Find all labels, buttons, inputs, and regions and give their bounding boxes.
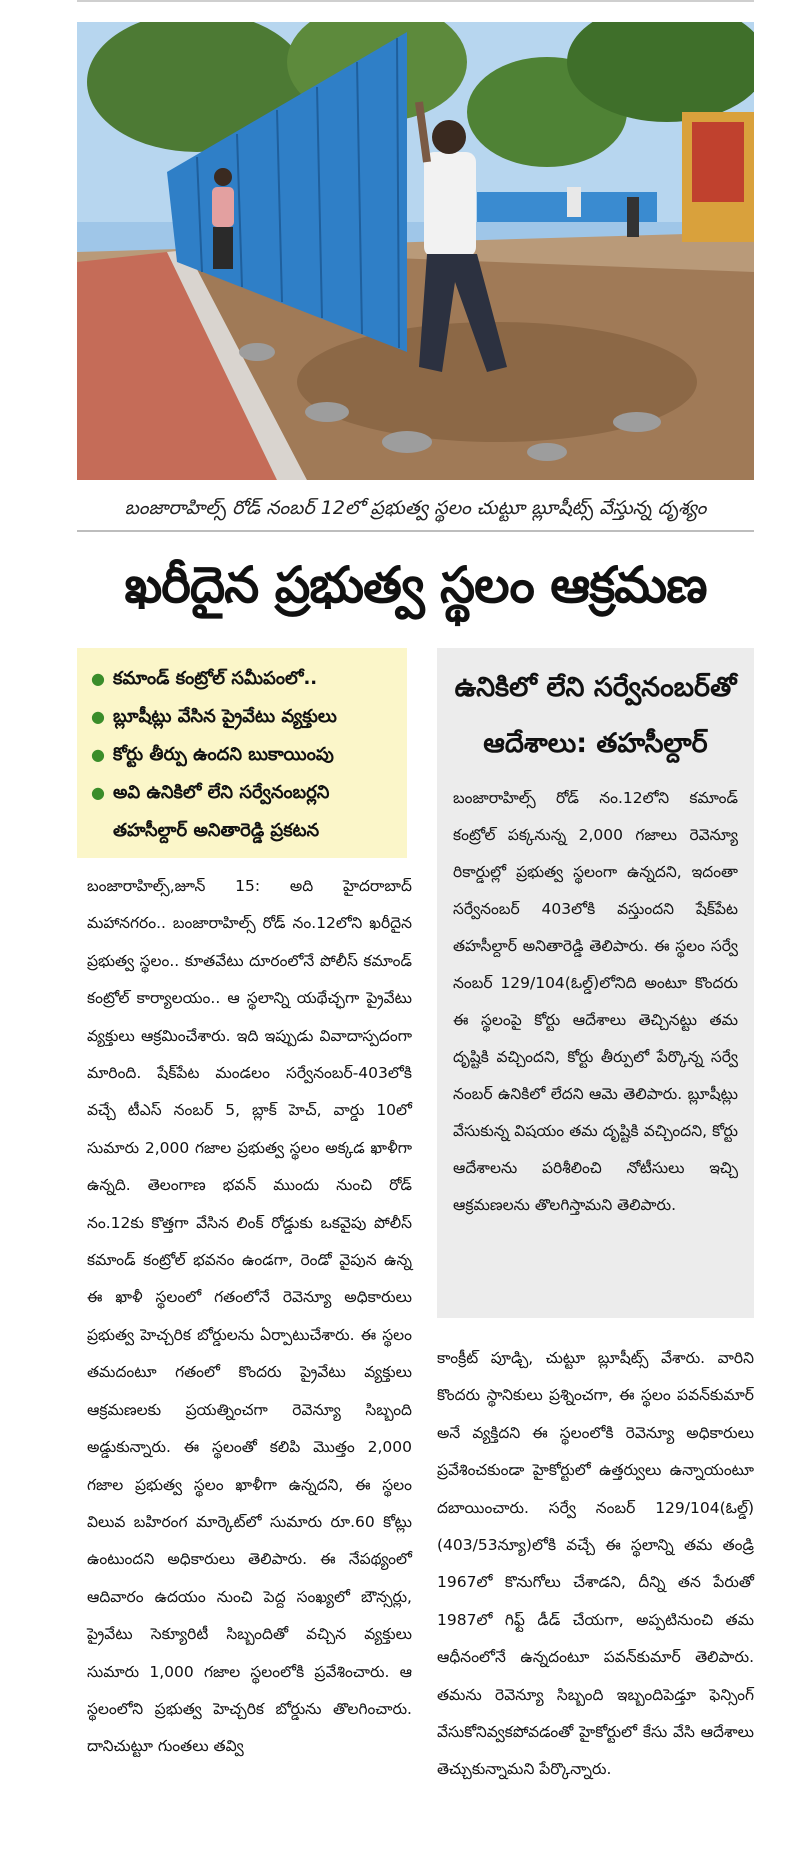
bullet-icon: ●	[91, 707, 105, 726]
top-rule	[77, 0, 754, 2]
sidebar-box	[437, 648, 754, 1318]
bullet-icon: ●	[91, 669, 105, 688]
highlight-text: కోర్టు తీర్పు ఉందని బుకాయింపు	[113, 744, 334, 765]
highlights-box	[77, 648, 407, 858]
article-text-left: బంజారాహిల్స్,జూన్ 15: అది హైదరాబాద్ మహానగరం.. బంజారాహిల్స్ రోడ్ నం.12లోని ఖరీదైన ప్రభుత్వ స్థలం.. కూతవేటు దూరంలోనే పోలీస్ కమాండ్ కంట్రోల్ కార్యాలయం.. ఆ స్థలాన్ని యథేచ్ఛగా ప్రైవేటు వ్యక్తులు ఆక్రమించేశారు. ఇది ఇప్పుడు వివాదాస్పదంగా మారింది. షేక్‌పేట మండలం సర్వేనంబర్-403లోకి వచ్చే టీఎస్ నంబర్ 5, బ్లాక్ హెచ్, వార్డు 10లో సుమారు 2,000 గజాల ప్రభుత్వ స్థలం అక్కడ ఖాళీగా ఉన్నది. తెలంగాణ భవన్ ముందు నుంచి రోడ్ నం.12కు కొత్తగా వేసిన లింక్ రోడ్డుకు ఒకవైపు పోలీస్ కమాండ్ కంట్రోల్ భవనం ఉండగా, రెండో వైపున ఉన్న ఈ ఖాళీ స్థలంలో గతంలోనే రెవెన్యూ అధికారులు ప్రభుత్వ హెచ్చరిక బోర్డులను ఏర్పాటుచేశారు. ఈ స్థలం తమదంటూ గతంలో కొందరు ప్రైవేటు వ్యక్తులు ఆక్రమణలకు ప్రయత్నించగా రెవెన్యూ సిబ్బంది అడ్డుకున్నారు. ఈ స్థలంతో కలిపి మొత్తం 2,000 గజాల ప్రభుత్వ స్థలం ఖాళీగా ఉన్నదని, ఈ స్థలం విలువ బహిరంగ మార్కెట్‌లో సుమారు రూ.60 కోట్లు ఉంటుందని అధికారులు తెలిపారు. ఈ నేపథ్యంలో ఆదివారం ఉదయం నుంచి పెద్ద సంఖ్యలో బౌన్సర్లు, ప్రైవేటు సెక్యూరిటీ సిబ్బందితో వచ్చిన వ్యక్తులు సుమారు 1,000 గజాల స్థలంలోకి ప్రవేశించారు. ఆ స్థలంలోని ప్రభుత్వ హెచ్చరిక బోర్డును తొలగించారు. దానిచుట్టూ గుంతలు తవ్వి	[87, 877, 412, 1756]
photo-caption: బంజారాహిల్స్ రోడ్ నంబర్ 12లో ప్రభుత్వ స్థలం చుట్టూ బ్లూషీట్స్ వేస్తున్న దృశ్యం	[124, 497, 707, 519]
sidebar-body: బంజారాహిల్స్ రోడ్ నం.12లోని కమాండ్ కంట్రోల్ పక్కనున్న 2,000 గజాలు రెవెన్యూ రికార్డుల్లో ప్రభుత్వ స్థలంగా ఉన్నదని, ఇదంతా సర్వేనంబర్ 403లోకి వస్తుందని షేక్‌పేట తహసీల్దార్ అనితారెడ్డి తెలిపారు. ఈ స్థలం సర్వే నంబర్ 129/104(ఓల్డ్)లోనిది అంటూ కొందరు ఈ స్థలంపై కోర్టు ఆదేశాలు తెచ్చినట్టు తమ దృష్టికి వచ్చిందని, కోర్టు తీర్పులో పేర్కొన్న సర్వే నంబర్ ఉనికిలో లేదని ఆమె తెలిపారు. బ్లూషీట్లు వేసుకున్న విషయం తమ దృష్టికి వచ్చిందని, కోర్టు ఆదేశాలను పరిశీలించి నోటీసులు ఇచ్చి ఆక్రమణలను తొలగిస్తామని తెలిపారు.	[453, 789, 738, 1214]
bullet-icon: ●	[91, 745, 105, 764]
highlight-text: అవి ఉనికిలో లేని సర్వేనంబర్లని	[113, 782, 330, 803]
highlight-text: బ్లూషీట్లు వేసిన ప్రైవేటు వ్యక్తులు	[113, 706, 337, 727]
news-photo	[77, 22, 754, 480]
caption-rule	[77, 530, 754, 532]
article-column-right	[437, 1340, 754, 1789]
highlight-continuation: తహసీల్దార్ అనితారెడ్డి ప్రకటన	[113, 820, 320, 841]
highlight-text: కమాండ్ కంట్రోల్ సమీపంలో..	[113, 668, 318, 689]
sidebar-heading: ఉనికిలో లేని సర్వేనంబర్‌తో ఆదేశాలు: తహసీల్దార్	[454, 672, 737, 759]
bullet-icon: ●	[91, 783, 105, 802]
photo-illustration	[77, 22, 754, 480]
highlight-item	[91, 736, 397, 774]
article-column-left	[87, 868, 412, 1766]
highlight-item	[91, 774, 397, 812]
highlight-item	[91, 698, 397, 736]
highlight-item	[91, 660, 397, 698]
headline: ఖరీదైన ప్రభుత్వ స్థలం ఆక్రమణ	[124, 556, 707, 614]
article-text-right: కాంక్రీట్ పూడ్చి, చుట్టూ బ్లూషీట్స్ వేశారు. వారిని కొందరు స్థానికులు ప్రశ్నించగా, ఈ స్థలం పవన్‌కుమార్ అనే వ్యక్తిదని ఈ స్థలంలోకి రెవెన్యూ అధికారులు ప్రవేశించకుండా హైకోర్టులో ఉత్తర్వులు ఉన్నాయంటూ దబాయించారు. సర్వే నంబర్ 129/104(ఓల్డ్)(403/53న్యూ)లోకి వచ్చే ఈ స్థలాన్ని తమ తండ్రి 1967లో కొనుగోలు చేశాడని, దీన్ని తన పేరుతో 1987లో గిఫ్ట్ డీడ్ చేయగా, అప్పటినుంచి తమ ఆధీనంలోనే ఉన్నదంటూ పవన్‌కుమార్ తెలిపారు. తమను రెవెన్యూ సిబ్బంది ఇబ్బందిపెడ్తూ ఫెన్సింగ్ వేసుకోనివ్వకపోవడంతో హైకోర్టులో కేసు వేసి ఆదేశాలు తెచ్చుకున్నామని పేర్కొన్నారు.	[437, 1349, 754, 1779]
